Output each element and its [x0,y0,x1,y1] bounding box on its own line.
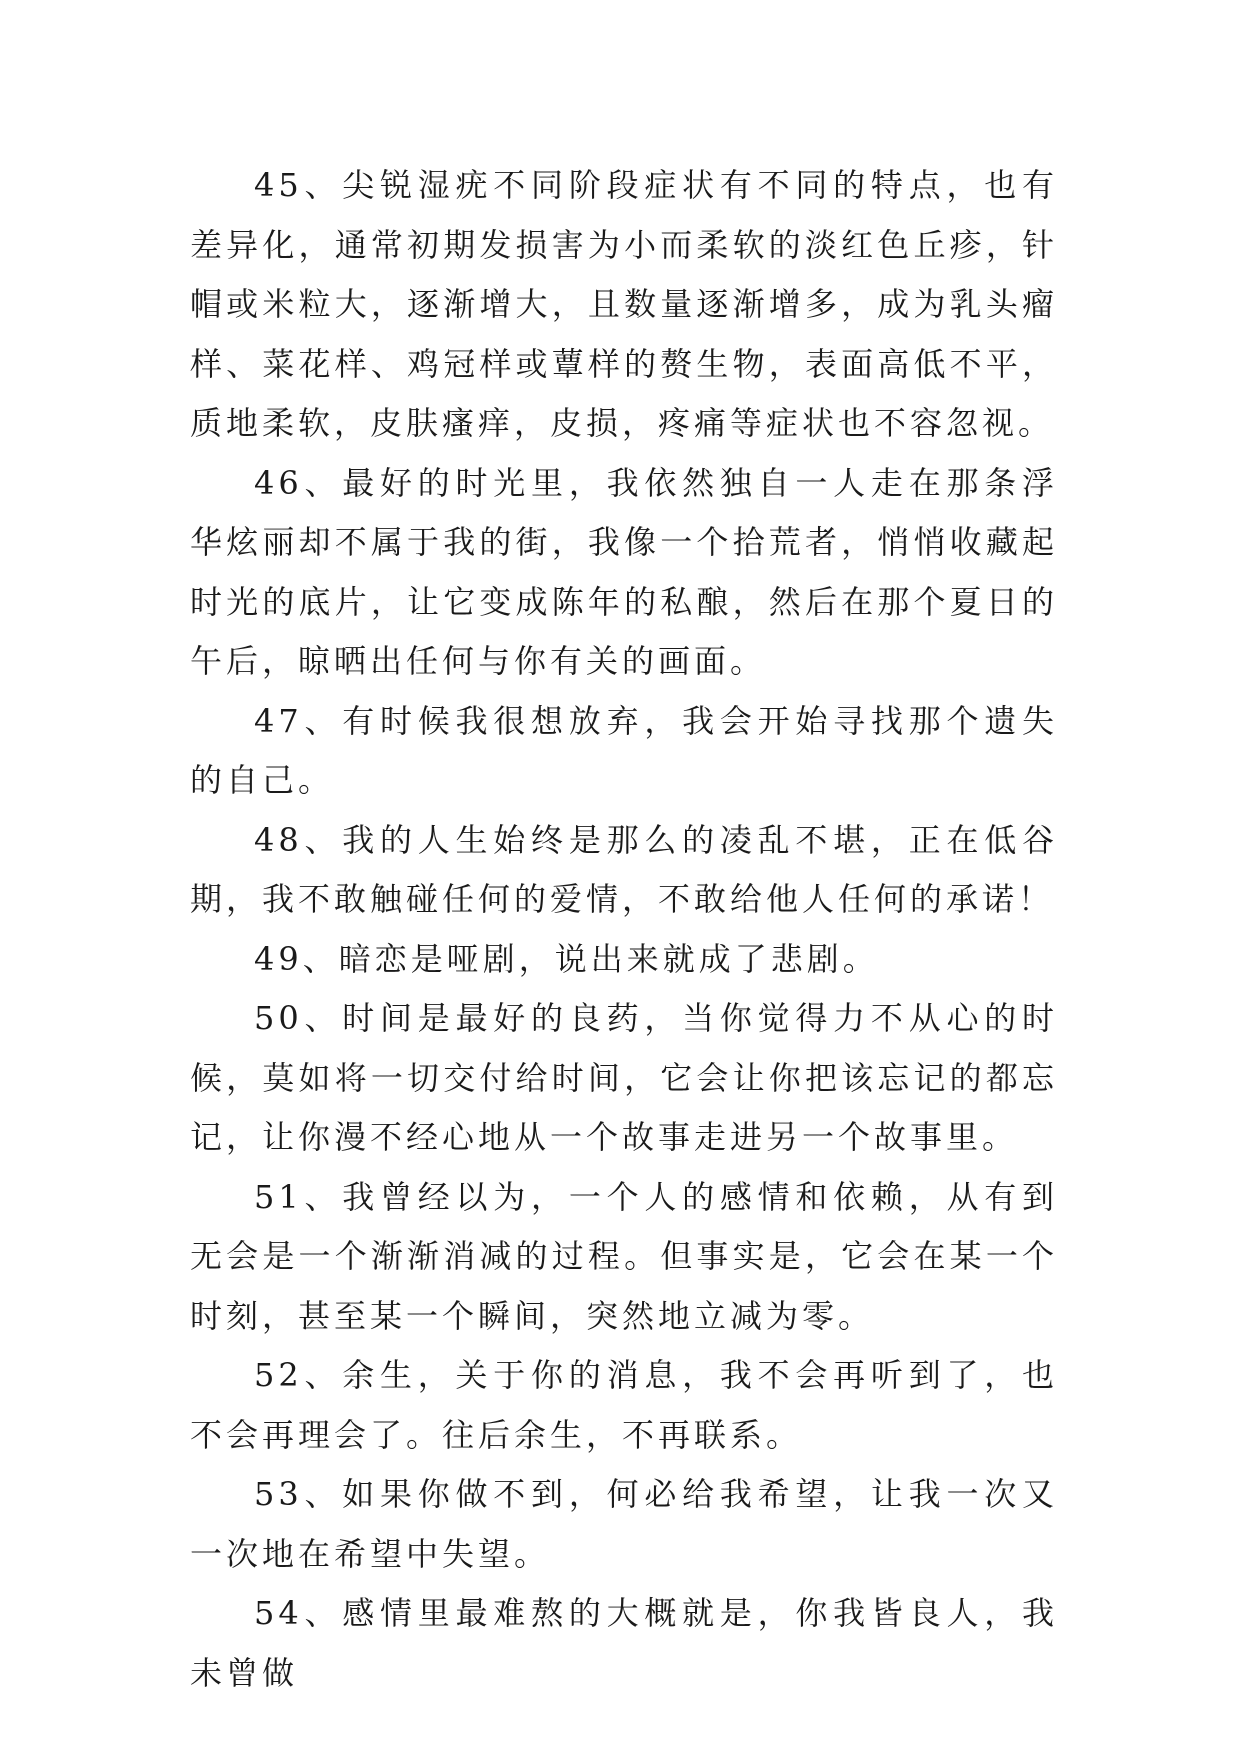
paragraph-54: 54、感情里最难熬的大概就是，你我皆良人，我未曾做 [190,1594,1058,1692]
paragraph-50: 50、时间是最好的良药，当你觉得力不从心的时候，莫如将一切交付给时间，它会让你把该忘记的都忘记，让你漫不经心地从一个故事走进另一个故事里。 [190,999,1058,1156]
paragraph-49: 49、暗恋是哑剧，说出来就成了悲剧。 [254,939,879,978]
document-page [190,156,1058,1703]
paragraph-52: 52、余生，关于你的消息，我不会再听到了，也不会再理会了。往后余生，不再联系。 [190,1356,1058,1454]
paragraph-45: 45、尖锐湿疣不同阶段症状有不同的特点，也有差异化，通常初期发损害为小而柔软的淡红色丘疹，针帽或米粒大，逐渐增大，且数量逐渐增多，成为乳头瘤样、菜花样、鸡冠样或蕈样的赘生物，表面高低不平，质地柔软，皮肤瘙痒，皮损，疼痛等症状也不容忽视。 [190,166,1058,442]
paragraph-48: 48、我的人生始终是那么的凌乱不堪，正在低谷期，我不敢触碰任何的爱情，不敢给他人任何的承诺！ [190,820,1058,918]
paragraph-53: 53、如果你做不到，何必给我希望，让我一次又一次地在希望中失望。 [190,1475,1058,1573]
paragraph-51: 51、我曾经以为，一个人的感情和依赖，从有到无会是一个渐渐消减的过程。但事实是，它会在某一个时刻，甚至某一个瞬间，突然地立减为零。 [190,1177,1058,1335]
paragraph-47: 47、有时候我很想放弃，我会开始寻找那个遗失的自己。 [190,701,1058,799]
paragraph-46: 46、最好的时光里，我依然独自一人走在那条浮华炫丽却不属于我的街，我像一个拾荒者，悄悄收藏起时光的底片，让它变成陈年的私酿，然后在那个夏日的午后，晾晒出任何与你有关的画面。 [190,463,1058,680]
